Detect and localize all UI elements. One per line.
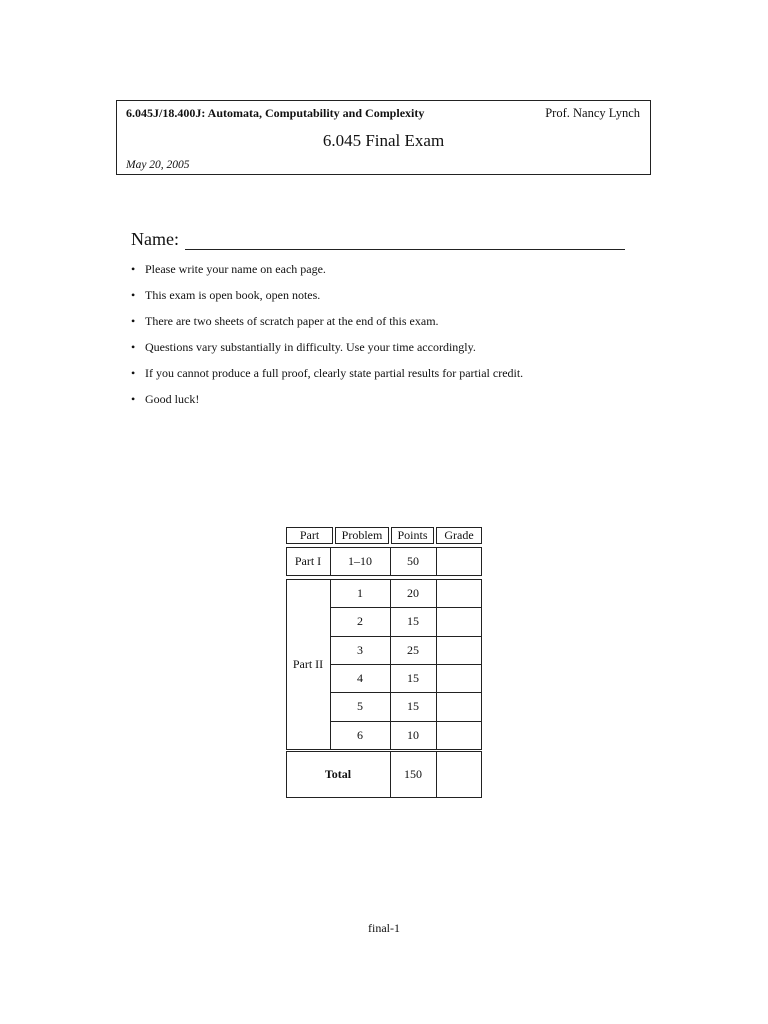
- instruction-item: • Good luck!: [131, 392, 200, 406]
- part2-points: 20: [407, 585, 419, 600]
- total-grade-cell[interactable]: [436, 751, 482, 798]
- bullet-icon: •: [131, 314, 136, 328]
- part2-grade-cell[interactable]: [436, 692, 482, 721]
- part2-problem: 1: [357, 585, 363, 600]
- bullet-icon: •: [131, 366, 136, 380]
- part2-grade-cell[interactable]: [436, 721, 482, 750]
- exam-header-box: [116, 100, 651, 175]
- professor-name: Prof. Nancy Lynch: [545, 106, 640, 120]
- instruction-item: • There are two sheets of scratch paper at the end of this exam.: [131, 314, 439, 328]
- header-points: Points: [391, 527, 434, 544]
- bullet-icon: •: [131, 262, 136, 276]
- part2-grade-cell[interactable]: [436, 664, 482, 692]
- part2-problem: 3: [357, 642, 363, 657]
- part2-problem: 2: [357, 614, 363, 628]
- bullet-icon: •: [131, 392, 136, 406]
- part2-grade-cell[interactable]: [436, 607, 482, 636]
- total-label: Total: [324, 767, 352, 781]
- instruction-item: • Please write your name on each page.: [131, 262, 326, 276]
- part2-points: 10: [407, 728, 419, 742]
- name-field-row: [131, 229, 625, 250]
- part2-problem: 4: [357, 670, 363, 685]
- part2-problem: 5: [357, 699, 363, 713]
- part1-grade-cell[interactable]: [436, 547, 482, 576]
- page-footer: final-1: [368, 921, 400, 935]
- part1-problem: 1–10: [348, 554, 372, 568]
- part2-grade-cell[interactable]: [436, 579, 482, 607]
- header-part: Part: [286, 527, 333, 544]
- instruction-item: • This exam is open book, open notes.: [131, 288, 321, 302]
- total-points: 150: [404, 767, 422, 781]
- exam-title: 6.045 Final Exam: [322, 131, 445, 150]
- instruction-item: • If you cannot produce a full proof, clearly state partial results for partial credit.: [131, 366, 524, 380]
- header-problem: Problem: [335, 527, 389, 544]
- name-blank-line[interactable]: [185, 235, 625, 250]
- part2-points: 25: [407, 642, 419, 657]
- part2-points: 15: [407, 614, 419, 628]
- instructions-list: [131, 262, 523, 418]
- part1-points: 50: [407, 554, 419, 568]
- instruction-item: • Questions vary substantially in difficulty. Use your time accordingly.: [131, 340, 476, 354]
- bullet-icon: •: [131, 288, 136, 302]
- exam-date: May 20, 2005: [126, 159, 190, 171]
- header-grade: Grade: [436, 527, 482, 544]
- part2-grade-cell[interactable]: [436, 636, 482, 664]
- course-title: 6.045J/18.400J: Automata, Computability and Complexity: [126, 106, 425, 120]
- part2-label: Part II: [292, 657, 324, 671]
- name-label: Name:: [131, 229, 179, 249]
- bullet-icon: •: [131, 340, 136, 354]
- part2-problem: 6: [357, 728, 363, 742]
- part2-points: 15: [407, 670, 419, 685]
- part2-points: 15: [407, 699, 419, 713]
- part1-label: Part I: [294, 554, 322, 568]
- score-table: [286, 527, 482, 799]
